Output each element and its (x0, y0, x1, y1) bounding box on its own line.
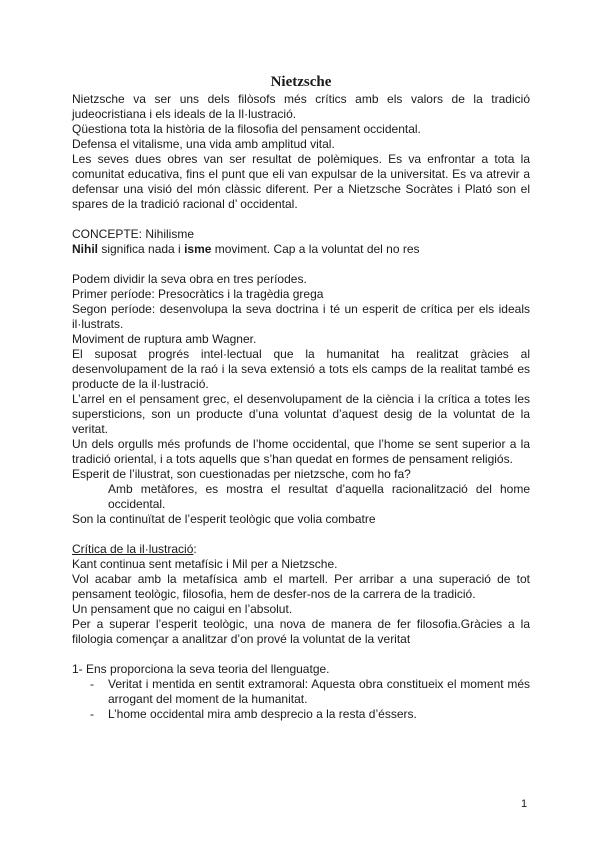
periods-paragraph-8: Esperit de l’ilustrat, son cuestionadas per nietzsche, com ho fa? (72, 467, 411, 481)
list-item (72, 707, 530, 722)
critique-heading (72, 542, 530, 557)
continuity-paragraph: Son la continuïtat de l’esperit teològic que volia combatre (72, 512, 376, 526)
spacer (72, 527, 530, 542)
document-page (72, 72, 530, 722)
critique-paragraph-1: Kant continua sent metafísic i Mil per a Nietzsche. (72, 557, 338, 571)
concept-word-nihil: Nihil (72, 242, 98, 256)
metaphor-paragraph: Amb metàfores, es mostra el resultat d’aquella racionalització del home occidental. (108, 482, 530, 511)
concept-heading: CONCEPTE: Nihilisme (72, 227, 195, 241)
intro-paragraph-4: Les seves dues obres van ser resultat de polèmiques. Es va enfrontar a tota la comunitat educativa, fins el punt que eli van expulsar de la universitat. Es va atrevir a defensar una visió del món clàssic diferent. Per a Nietzsche Socràtes i Plató son el spares de la tradició racional d’ occidental. (72, 152, 530, 211)
periods-paragraph-7: Un dels orgulls més profunds de l’home occidental, que l’home se sent superior a la tradició oriental, i a tots aquells que s’han quedat en formes de pensament religiós. (72, 437, 530, 466)
periods-paragraph-1: Podem dividir la seva obra en tres períodes. (72, 272, 307, 286)
concept-definition (72, 242, 530, 257)
language-intro: 1- Ens proporciona la seva teoria del llenguatge. (72, 662, 330, 676)
critique-heading-text: Crítica de la il·lustració (72, 542, 194, 556)
list-item (72, 677, 530, 707)
concept-word-isme: isme (184, 242, 212, 256)
page-number: 1 (521, 798, 528, 810)
language-bullet-list (72, 677, 530, 722)
periods-paragraph-5: El suposat progrés intel·lectual que la humanitat ha realitzat gràcies al desenvolupament de la raó i la seva extensió a tots els camps de la realitat també es producte de la il·lustració. (72, 347, 530, 391)
spacer (72, 257, 530, 272)
periods-paragraph-4: Moviment de ruptura amb Wagner. (72, 332, 257, 346)
critique-paragraph-4: Per a superar l’esperit teològic, una nova de manera de fer filosofia.Gràcies a la filologia començar a analitzar d’on prové la voluntat de la veritat (72, 617, 530, 646)
critique-paragraph-3: Un pensament que no caigui en l’absolut. (72, 602, 293, 616)
list-item-text: L’home occidental mira amb desprecio a la resta d’éssers. (108, 707, 417, 721)
spacer (72, 212, 530, 227)
intro-paragraph-3: Defensa el vitalisme, una vida amb amplitud vital. (72, 137, 335, 151)
bullet-dash: - (90, 677, 94, 691)
document-title: Nietzsche (270, 74, 332, 90)
intro-paragraph-2: Qüestiona tota la història de la filosofia del pensament occidental. (72, 122, 421, 136)
critique-paragraph-2: Vol acabar amb la metafísica amb el martell. Per arribar a una superació de tot pensament teològic, filosofia, hem de desfer-nos de la carrera de la tradició. (72, 572, 530, 601)
critique-heading-colon: : (193, 542, 197, 556)
periods-paragraph-6: L’arrel en el pensament grec, el desenvolupament de la ciència i la crítica a totes les supersticions, son un producte d’una voluntat d’aquest desig de la voluntat de la veritat. (72, 392, 530, 436)
list-item-text: Veritat i mentida en sentit extramoral: Aquesta obra constitueix el moment més arrogant del moment de la humanitat. (108, 677, 530, 706)
concept-text-1: significa nada i (98, 242, 185, 256)
bullet-dash: - (90, 707, 94, 721)
periods-paragraph-3: Segon període: desenvolupa la seva doctrina i té un esperit de crítica per els ideals il·lustrats. (72, 302, 530, 331)
concept-text-2: moviment. Cap a la voluntat del no res (211, 242, 420, 256)
spacer (72, 647, 530, 662)
intro-paragraph-1: Nietzsche va ser uns dels filòsofs més crítics amb els valors de la tradició judeocristiana i els ideals de la Il·lustració. (72, 92, 530, 121)
periods-paragraph-2: Primer període: Presocràtics i la tragèdia grega (72, 287, 324, 301)
